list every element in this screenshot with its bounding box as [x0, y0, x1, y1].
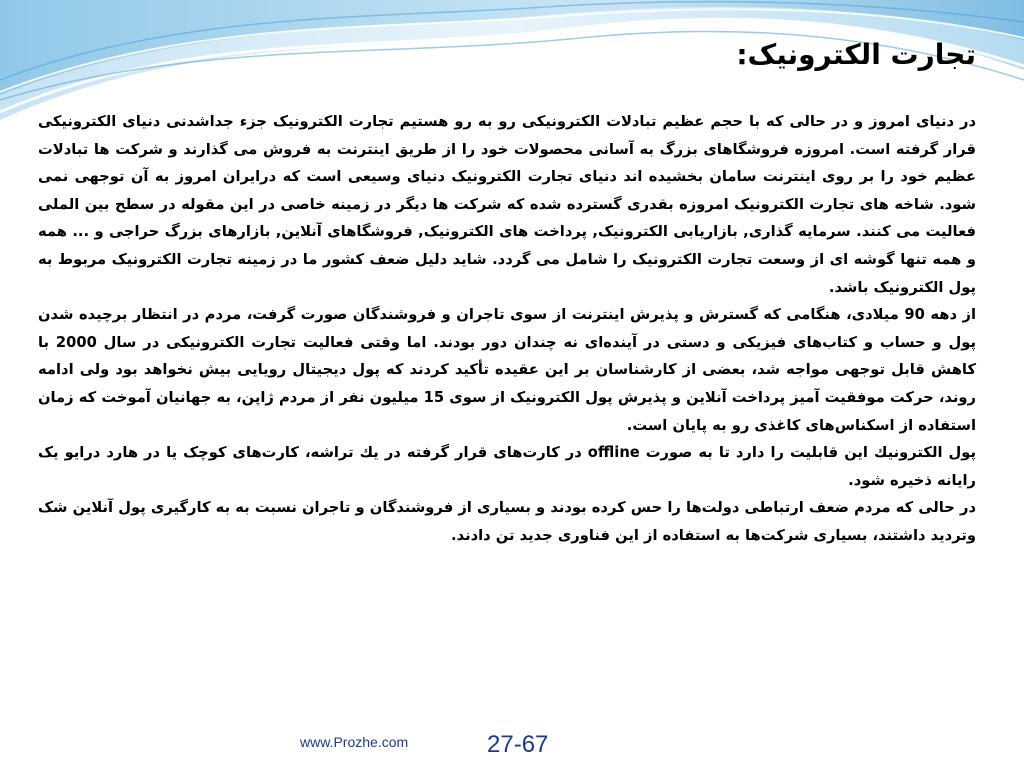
paragraph-2: از دهه 90 میلادی، هنگامی که گسترش و پذیرش اینترنت از سوی تاجران و فروشندگان صورت گرفت، مردم در انتظار برچیده شدن پول و حساب و کتاب‌های فیزیکی و دستی در آینده‌ای نه چندان دور بودند. اما وقتی فعالیت تجارت الکترونیکی در سال 2000 با کاهش قابل توجهی مواجه شد، بعضی از کارشناسان بر این عقیده تأکید کردند که پول دیجیتال رویایی بیش نخواهد بود ولی ادامه روند، حرکت موفقیت آمیز پرداخت آنلاین و پذیرش پول الکترونیک از سوی 15 میلیون نفر از مردم ژاپن، به جهانیان آموخت که زمان استفاده از اسکناس‌های کاغذی رو به پایان است. [38, 306, 976, 434]
body-text [38, 108, 976, 550]
page-title: تجارت الکترونیک: [736, 38, 976, 71]
paragraph-1: در دنیای امروز و در حالی که با حجم عظیم تبادلات الکترونیکی رو به رو هستیم تجارت الکترونیک جزء جداشدنی دنیای الکترونیکی قرار گرفته است. امروزه فروشگاهای بزرگ به آسانی محصولات خود را از طریق اینترنت به فروش می گذارند و شرکت ها تبادلات عظیم خود را بر روی اینترنت سامان بخشیده اند دنیای تجارت الکترونیک دنیای وسیعی است که درایران امروز به آن توجهی نمی شود. شاخه های تجارت الکترونیک امروزه بقدری گسترده شده که شرکت ها دیگر در زمینه خاصی در این مقوله در سطح بین الملی فعالیت می کنند. سرمایه گذاری, بازاریابی الکترونیک, پرداخت های الکترونیک, فروشگاهای آنلاین, بازارهای بزرگ حراجی و ... همه و همه تنها گوشه ای از وسعت تجارت الکترونیک را شامل می گردد. شاید دلیل ضعف کشور ما در زمینه تجارت الکترونیک مربوط به پول الکترونیک باشد. [38, 113, 976, 296]
footer-url: www.Prozhe.com [300, 734, 409, 750]
page-number: 27-67 [487, 731, 549, 758]
paragraph-4: در حالی که مردم ضعف ارتباطی دولت‌ها را حس کرده بودند و بسیاری از فروشندگان و تاجران نسبت به به کارگیری پول آنلاین شک وتردید داشتند، بسیاری شرکت‌ها به استفاده از این فناوری جدید تن دادند. [38, 499, 976, 544]
paragraph-3: پول الكترونيك اين قابليت را دارد تا به صورت offline در کارت‌های قرار گرفته در يك تراشه، کارت‌های کوچک یا در هارد درایو یک رایانه ذخیره شود. [38, 444, 977, 489]
